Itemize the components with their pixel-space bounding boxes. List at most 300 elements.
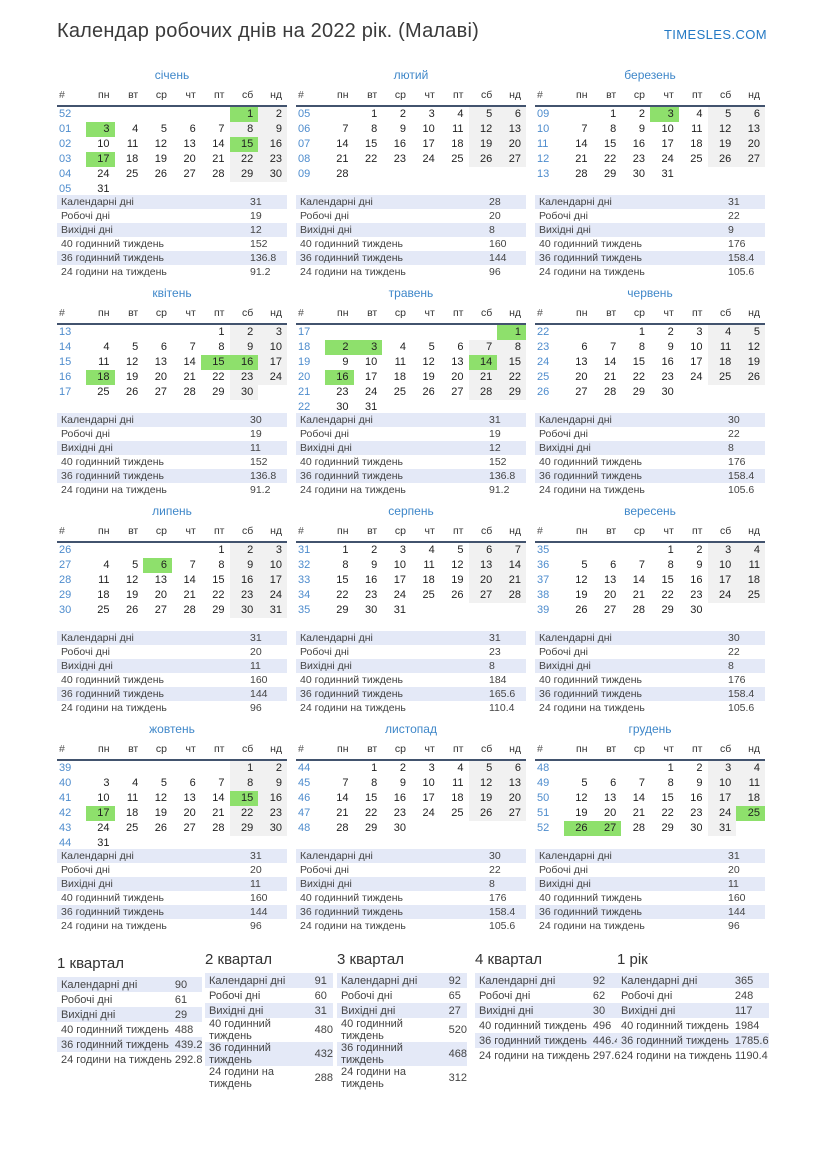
weekday-header: пт: [679, 88, 708, 106]
day-cell: 21: [212, 153, 225, 165]
week-row: [535, 760, 765, 776]
stats-value: 152: [250, 456, 268, 468]
stats-label: 24 години на тиждень: [479, 1049, 590, 1062]
weekday-header: пт: [440, 524, 469, 542]
day-cell: 30: [690, 604, 703, 616]
day-cell: 21: [604, 371, 617, 383]
stats-value: 158.4: [489, 906, 516, 918]
month-stats-table: [296, 195, 526, 279]
month-block: [57, 722, 287, 933]
day-cell: 7: [497, 542, 526, 558]
day-cell: 6: [497, 106, 526, 122]
day-cell: 13: [183, 138, 196, 150]
stats-label: Календарні дні: [61, 850, 134, 862]
week-number: 17: [59, 386, 72, 398]
empty-day-cell: [593, 324, 622, 340]
stats-value: 105.6: [728, 484, 755, 496]
stats-label: Робочі дні: [61, 864, 110, 876]
day-cell: 9: [696, 559, 703, 571]
empty-day-cell: [172, 542, 201, 558]
day-cell: 17: [365, 371, 378, 383]
calendar-area: [296, 306, 526, 413]
day-cell: 21: [469, 370, 498, 385]
week-row: [57, 558, 287, 573]
weekday-header: пт: [679, 306, 708, 324]
day-cell: 30: [690, 822, 703, 834]
stats-row: [617, 1033, 769, 1048]
stats-label: Вихідні дні: [539, 224, 591, 236]
stats-row: [535, 863, 765, 877]
week-row: [57, 106, 287, 122]
stats-value: 29: [174, 1008, 188, 1021]
day-cell: 22: [365, 153, 378, 165]
day-cell: 3: [696, 326, 703, 338]
day-cell: 24: [708, 806, 737, 821]
day-cell: 4: [736, 760, 765, 776]
stats-value: 96: [250, 920, 262, 932]
weekday-header: вт: [354, 306, 383, 324]
week-number: 32: [298, 559, 311, 571]
stats-label: Робочі дні: [539, 646, 588, 658]
day-cell: 6: [189, 777, 196, 789]
week-number: 09: [537, 108, 550, 120]
day-cell: 11: [126, 792, 139, 804]
stats-label: 40 годинний тиждень: [539, 238, 642, 250]
day-cell: 25: [126, 822, 139, 834]
stats-value: 136.8: [489, 470, 516, 482]
stats-row: [57, 863, 287, 877]
day-cell: 13: [575, 356, 588, 368]
stats-label: 40 годинний тиждень: [209, 1018, 271, 1042]
stats-value: 22: [728, 646, 740, 658]
stats-row: [475, 1033, 620, 1048]
stats-label: 36 годинний тиждень: [341, 1042, 403, 1066]
stats-row: [475, 973, 620, 988]
calendar-table: [535, 88, 765, 182]
stats-row: [296, 237, 526, 251]
weeknum-header: #: [296, 306, 325, 324]
stats-row: [617, 1018, 769, 1033]
day-cell: 2: [371, 544, 378, 556]
site-link[interactable]: TIMESLES.COM: [663, 27, 767, 42]
empty-day-cell: [736, 821, 765, 836]
week-row: [296, 588, 526, 603]
week-row: [535, 324, 765, 340]
week-number: 28: [59, 574, 72, 586]
day-cell: 10: [393, 559, 406, 571]
day-cell: 6: [189, 123, 196, 135]
stats-label: Календарні дні: [61, 196, 134, 208]
week-row: [535, 385, 765, 400]
month-stats-table: [296, 849, 526, 933]
day-cell: 12: [126, 574, 139, 586]
empty-day-cell: [469, 324, 498, 340]
week-row: [57, 806, 287, 821]
stats-row: [535, 673, 765, 687]
empty-day-cell: [440, 324, 469, 340]
month-stats-table: [296, 413, 526, 497]
day-cell: 16: [258, 137, 287, 152]
stats-label: 24 години на тиждень: [61, 920, 167, 932]
day-cell: 30: [365, 604, 378, 616]
week-number: 05: [298, 108, 311, 120]
stats-label: Робочі дні: [61, 993, 113, 1006]
weekday-header: ср: [143, 742, 172, 760]
weekday-header: нд: [258, 88, 287, 106]
stats-row: [535, 209, 765, 223]
weekday-header-row: [296, 524, 526, 542]
empty-day-cell: [172, 324, 201, 340]
day-cell: 16: [690, 792, 703, 804]
day-cell: 19: [154, 807, 167, 819]
stats-label: 40 годинний тиждень: [539, 892, 642, 904]
day-cell: 11: [394, 356, 406, 368]
week-row: [57, 760, 287, 776]
stats-value: 105.6: [728, 266, 755, 278]
stats-row: [57, 977, 202, 992]
stats-value: 144: [728, 906, 746, 918]
stats-value: 19: [250, 210, 262, 222]
stats-label: 24 години на тиждень: [300, 920, 406, 932]
week-row: [57, 821, 287, 836]
weekday-header: ср: [143, 524, 172, 542]
week-number: 52: [537, 822, 550, 834]
month-title: січень: [154, 68, 190, 82]
day-cell: 1: [218, 326, 225, 338]
week-row: [296, 137, 526, 152]
day-cell: 7: [581, 123, 588, 135]
stats-row: [57, 455, 287, 469]
stats-row: [337, 1018, 467, 1042]
day-cell: 19: [575, 589, 588, 601]
day-cell: 2: [258, 760, 287, 776]
stats-value: 165.6: [489, 688, 516, 700]
stats-label: 36 годинний тиждень: [61, 470, 164, 482]
stats-value: 90: [174, 978, 188, 991]
stats-value: 31: [250, 850, 262, 862]
day-cell: 10: [422, 123, 435, 135]
day-cell: 28: [632, 822, 645, 834]
stats-value: 176: [489, 892, 507, 904]
stats-row: [337, 1003, 467, 1018]
stats-value: 365: [734, 974, 754, 987]
stats-value: 1190.4: [734, 1049, 768, 1062]
empty-day-cell: [411, 821, 440, 836]
day-cell: 15: [365, 138, 378, 150]
day-cell: 30: [393, 822, 406, 834]
week-row: [296, 122, 526, 137]
weekday-header-row: [57, 742, 287, 760]
week-number: 02: [59, 138, 72, 150]
month-title: вересень: [624, 504, 676, 518]
stats-label: Календарні дні: [209, 974, 286, 987]
weeknum-header: #: [57, 524, 86, 542]
stats-label: Календарні дні: [61, 978, 138, 991]
day-cell: 25: [393, 386, 406, 398]
stats-label: 36 годинний тиждень: [209, 1042, 271, 1066]
weekday-header: пт: [201, 742, 230, 760]
summary-stats-table: [617, 973, 769, 1063]
weekday-header: пн: [325, 742, 354, 760]
day-cell: 10: [365, 356, 378, 368]
day-cell: 16: [393, 138, 406, 150]
week-number: 20: [298, 371, 311, 383]
stats-value: 160: [250, 674, 268, 686]
stats-row: [535, 441, 765, 455]
day-cell: 4: [132, 777, 139, 789]
week-number: 08: [298, 153, 311, 165]
day-cell: 12: [126, 356, 139, 368]
empty-day-cell: [258, 385, 287, 400]
day-cell: 23: [230, 370, 259, 385]
week-row: [296, 821, 526, 836]
day-cell: 18: [708, 355, 737, 370]
empty-day-cell: [382, 324, 411, 340]
stats-value: 288: [314, 1072, 333, 1084]
stats-label: 24 години на тиждень: [341, 1066, 406, 1090]
day-cell: 9: [258, 122, 287, 137]
stats-label: 24 години на тиждень: [61, 702, 167, 714]
stats-value: 8: [728, 442, 734, 454]
weeknum-header: #: [57, 306, 86, 324]
day-cell: 9: [667, 341, 674, 353]
day-cell: 19: [126, 589, 139, 601]
stats-value: 31: [250, 196, 262, 208]
weekday-header: сб: [708, 88, 737, 106]
day-cell: 24: [422, 153, 435, 165]
stats-row: [617, 973, 769, 988]
week-number: 24: [537, 356, 550, 368]
day-cell: 23: [230, 588, 259, 603]
empty-day-cell: [564, 542, 593, 558]
day-cell: 2: [667, 326, 674, 338]
summary-block: [57, 951, 203, 1067]
day-cell: 12: [575, 792, 588, 804]
day-cell: 27: [497, 806, 526, 821]
week-row: [535, 122, 765, 137]
weekday-header-row: [57, 88, 287, 106]
day-cell: 10: [258, 340, 287, 355]
stats-label: 36 годинний тиждень: [300, 252, 403, 264]
day-cell: 14: [604, 356, 617, 368]
day-cell: 20: [575, 371, 588, 383]
day-cell: 28: [212, 822, 225, 834]
stats-label: 36 годинний тиждень: [539, 906, 642, 918]
stats-value: 1785.6: [734, 1034, 769, 1047]
week-number: 26: [59, 544, 72, 556]
empty-day-cell: [325, 760, 354, 776]
day-cell: 6: [610, 559, 617, 571]
weekday-header: сб: [708, 306, 737, 324]
day-cell: 4: [457, 762, 464, 774]
stats-label: 24 години на тиждень: [539, 920, 645, 932]
weekday-header: пн: [86, 88, 115, 106]
week-number: 48: [298, 822, 311, 834]
weekday-header: пн: [86, 524, 115, 542]
calendar-table: [57, 88, 287, 197]
weekday-header: нд: [497, 742, 526, 760]
week-row: [296, 370, 526, 385]
weekday-header: пн: [325, 524, 354, 542]
weekday-header: ср: [621, 742, 650, 760]
day-cell: 11: [736, 776, 765, 791]
stats-label: Робочі дні: [209, 989, 261, 1002]
day-cell: 5: [457, 544, 464, 556]
day-cell: 30: [230, 603, 259, 618]
week-number: 40: [59, 777, 72, 789]
stats-value: 28: [489, 196, 501, 208]
empty-day-cell: [201, 760, 230, 776]
empty-day-cell: [411, 167, 440, 182]
day-cell: 1: [638, 326, 645, 338]
stats-row: [535, 849, 765, 863]
week-row: [296, 385, 526, 400]
stats-value: 9: [728, 224, 734, 236]
stats-value: 160: [250, 892, 268, 904]
day-cell: 22: [230, 152, 259, 167]
stats-label: Календарні дні: [621, 974, 698, 987]
month-stats-table: [57, 631, 287, 715]
day-cell: 1: [667, 762, 674, 774]
day-cell: 2: [399, 762, 406, 774]
day-cell: 23: [258, 806, 287, 821]
day-cell: 13: [497, 776, 526, 791]
day-cell: 23: [393, 153, 406, 165]
stats-row: [57, 905, 287, 919]
day-cell: 30: [258, 821, 287, 836]
day-cell: 28: [336, 822, 349, 834]
stats-value: 480: [314, 1024, 333, 1036]
stats-label: 24 години на тиждень: [300, 484, 406, 496]
day-cell: 1: [230, 106, 259, 122]
week-number: 21: [298, 386, 311, 398]
stats-row: [57, 919, 287, 933]
day-cell: 11: [98, 574, 110, 586]
stats-row: [475, 1003, 620, 1018]
stats-label: 24 години на тиждень: [300, 266, 406, 278]
day-cell: 31: [708, 821, 737, 836]
day-cell: 26: [154, 168, 167, 180]
day-cell: 21: [497, 573, 526, 588]
stats-label: 36 годинний тиждень: [621, 1034, 729, 1047]
stats-label: 40 годинний тиждень: [539, 456, 642, 468]
month-title: жовтень: [149, 722, 195, 736]
day-cell: 19: [469, 137, 498, 152]
stats-label: Календарні дні: [300, 850, 373, 862]
empty-day-cell: [564, 106, 593, 122]
stats-value: 105.6: [489, 920, 516, 932]
stats-label: Календарні дні: [300, 414, 373, 426]
empty-day-cell: [440, 167, 469, 182]
day-cell: 5: [708, 106, 737, 122]
day-cell: 25: [97, 604, 110, 616]
day-cell: 27: [593, 821, 622, 836]
day-cell: 13: [604, 792, 617, 804]
stats-row: [296, 701, 526, 715]
stats-row: [296, 631, 526, 645]
week-number: 03: [59, 153, 72, 165]
weekday-header: пн: [325, 88, 354, 106]
day-cell: 27: [604, 604, 617, 616]
day-cell: 6: [610, 777, 617, 789]
stats-row: [57, 701, 287, 715]
day-cell: 5: [428, 341, 435, 353]
calendar-table: [296, 88, 526, 182]
calendar-area: [535, 306, 765, 413]
day-cell: 7: [610, 341, 617, 353]
stats-label: Календарні дні: [341, 974, 418, 987]
day-cell: 14: [336, 792, 349, 804]
week-row: [57, 573, 287, 588]
empty-day-cell: [115, 760, 144, 776]
day-cell: 28: [469, 385, 498, 400]
day-cell: 3: [86, 122, 115, 137]
week-row: [57, 122, 287, 137]
week-row: [535, 603, 765, 618]
stats-value: 8: [728, 660, 734, 672]
week-row: [57, 791, 287, 806]
stats-label: 36 годинний тиждень: [61, 906, 164, 918]
day-cell: 29: [661, 604, 674, 616]
stats-label: Робочі дні: [300, 646, 349, 658]
week-row: [296, 806, 526, 821]
stats-label: 40 годинний тиждень: [539, 674, 642, 686]
calendar-table: [535, 524, 765, 618]
weekday-header: вт: [115, 306, 144, 324]
stats-label: Робочі дні: [621, 989, 673, 1002]
day-cell: 8: [230, 122, 259, 137]
stats-value: 184: [489, 674, 507, 686]
stats-label: 24 години на тиждень: [61, 266, 167, 278]
day-cell: 17: [661, 138, 674, 150]
day-cell: 23: [365, 589, 378, 601]
stats-label: Календарні дні: [539, 632, 612, 644]
week-number: 11: [537, 138, 549, 150]
day-cell: 26: [422, 386, 435, 398]
weeknum-header: #: [57, 88, 86, 106]
stats-row: [296, 659, 526, 673]
stats-row: [617, 1003, 769, 1018]
stats-value: 158.4: [728, 470, 755, 482]
stats-label: Вихідні дні: [621, 1004, 676, 1017]
weekday-header: нд: [497, 88, 526, 106]
stats-row: [535, 223, 765, 237]
day-cell: 2: [399, 108, 406, 120]
week-row: [535, 370, 765, 385]
stats-value: 30: [728, 414, 740, 426]
month-title: червень: [627, 286, 673, 300]
day-cell: 10: [708, 558, 737, 573]
calendar-area: [57, 306, 287, 413]
weeknum-header: #: [535, 306, 564, 324]
day-cell: 18: [736, 573, 765, 588]
day-cell: 4: [736, 542, 765, 558]
stats-label: Календарні дні: [61, 632, 134, 644]
stats-row: [296, 673, 526, 687]
day-cell: 25: [708, 370, 737, 385]
day-cell: 20: [469, 573, 498, 588]
weekday-header: сб: [469, 306, 498, 324]
day-cell: 5: [581, 777, 588, 789]
week-row: [535, 821, 765, 836]
day-cell: 15: [201, 355, 230, 370]
day-cell: 16: [230, 355, 259, 370]
stats-label: 36 годинний тиждень: [61, 1038, 169, 1051]
day-cell: 12: [575, 574, 588, 586]
stats-row: [57, 483, 287, 497]
day-cell: 17: [393, 574, 406, 586]
stats-label: 40 годинний тиждень: [300, 238, 403, 250]
